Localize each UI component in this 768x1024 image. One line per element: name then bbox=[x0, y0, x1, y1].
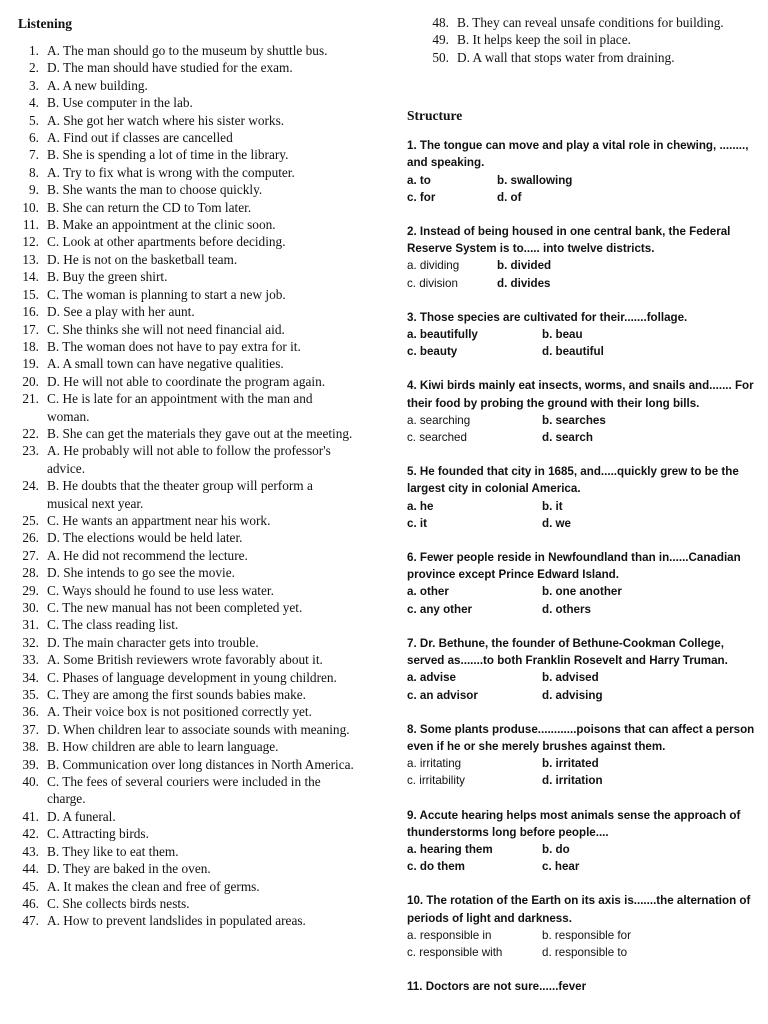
option-d: d. of bbox=[497, 190, 522, 204]
answer-number: 29. bbox=[22, 582, 39, 598]
answer-text: C. They are among the first sounds babies make. bbox=[47, 687, 306, 703]
answer-number: 34. bbox=[22, 669, 39, 685]
answer-number: 23. bbox=[22, 443, 39, 459]
answer-item bbox=[18, 703, 354, 720]
answer-item bbox=[18, 94, 354, 111]
answer-number: 26. bbox=[22, 530, 39, 546]
answer-text: C. Ways should he found to use less water. bbox=[47, 582, 274, 598]
option-c: c. irritability bbox=[407, 774, 465, 788]
answer-number: 33. bbox=[22, 652, 39, 668]
structure-question bbox=[407, 635, 757, 704]
answer-text: A. He did not recommend the lecture. bbox=[47, 547, 248, 563]
question-stem: 5. He founded that city in 1685, and.....quickly grew to be the largest city in colonial America. bbox=[407, 465, 739, 496]
answer-text: C. The new manual has not been completed yet. bbox=[47, 600, 303, 615]
answer-text: C. The class reading list. bbox=[47, 617, 179, 633]
answer-text: A. Find out if classes are cancelled bbox=[47, 130, 233, 146]
answer-number: 50. bbox=[432, 49, 449, 65]
answer-number: 12. bbox=[22, 234, 39, 250]
option-a: a. irritating bbox=[407, 757, 462, 771]
answer-item bbox=[18, 303, 354, 320]
answer-number: 6. bbox=[29, 130, 39, 146]
answer-item bbox=[18, 878, 354, 895]
option-b: b. divided bbox=[497, 259, 552, 273]
answer-text: D. She intends to go see the movie. bbox=[47, 565, 235, 581]
answer-number: 2. bbox=[29, 60, 39, 76]
answer-item bbox=[18, 860, 354, 877]
answer-number: 14. bbox=[22, 269, 39, 285]
answer-item bbox=[18, 773, 354, 808]
answer-item bbox=[18, 582, 354, 599]
option-a: a. beautifully bbox=[407, 328, 478, 342]
answer-text: D. The man should have studied for the exam. bbox=[47, 60, 293, 76]
answer-item bbox=[18, 321, 354, 338]
answer-item bbox=[18, 529, 354, 546]
answer-number: 47. bbox=[22, 913, 39, 929]
answer-number: 31. bbox=[22, 617, 39, 633]
answer-text: D. See a play with her aunt. bbox=[47, 304, 195, 320]
structure-question bbox=[407, 549, 757, 618]
structure-question bbox=[407, 807, 757, 876]
structure-question bbox=[407, 721, 757, 790]
answer-number: 25. bbox=[22, 512, 39, 528]
answer-options bbox=[407, 583, 757, 617]
structure-heading: Structure bbox=[407, 108, 463, 124]
answer-number: 41. bbox=[22, 808, 39, 824]
answer-text: A. A small town can have negative qualities. bbox=[47, 356, 284, 372]
option-d: d. responsible to bbox=[542, 945, 628, 959]
option-a: a. to bbox=[407, 173, 431, 187]
answer-item bbox=[429, 14, 757, 31]
option-a: a. advise bbox=[407, 671, 456, 685]
answer-options bbox=[407, 412, 757, 446]
answer-options bbox=[407, 927, 757, 961]
answer-item bbox=[18, 42, 354, 59]
answer-item bbox=[18, 251, 354, 268]
answer-number: 49. bbox=[432, 32, 449, 48]
answer-options bbox=[407, 755, 757, 789]
answer-number: 45. bbox=[22, 878, 39, 894]
answer-number: 30. bbox=[22, 600, 39, 615]
answer-text: B. She is spending a lot of time in the library. bbox=[47, 147, 289, 163]
structure-question bbox=[407, 892, 757, 961]
answer-number: 32. bbox=[22, 634, 39, 650]
answer-number: 28. bbox=[22, 565, 39, 581]
answer-text: A. A new building. bbox=[47, 77, 148, 93]
option-b: b. it bbox=[542, 499, 563, 513]
answer-text: A. Their voice box is not positioned correctly yet. bbox=[47, 704, 312, 720]
answer-item bbox=[18, 59, 354, 76]
structure-question bbox=[407, 463, 757, 532]
question-stem: 4. Kiwi birds mainly eat insects, worms, and snails and....... For their food by probing the ground with their long bills. bbox=[407, 379, 754, 410]
answer-item bbox=[18, 233, 354, 250]
question-stem: 9. Accute hearing helps most animals sense the approach of thunderstorms long before people.... bbox=[407, 808, 741, 839]
answer-text: C. Look at other apartments before deciding. bbox=[47, 234, 286, 250]
option-d: d. we bbox=[542, 516, 571, 530]
option-b: b. searches bbox=[542, 413, 606, 427]
option-b: b. do bbox=[542, 842, 570, 856]
structure-question bbox=[407, 309, 757, 361]
answer-options bbox=[407, 257, 757, 291]
option-b: b. one another bbox=[542, 585, 622, 599]
answer-item bbox=[18, 721, 354, 738]
answer-item bbox=[18, 825, 354, 842]
option-a: a. he bbox=[407, 499, 434, 513]
answer-number: 15. bbox=[22, 286, 39, 302]
answer-text: A. She got her watch where his sister works. bbox=[47, 112, 285, 128]
option-d: d. advising bbox=[542, 688, 603, 702]
answer-item bbox=[18, 164, 354, 181]
answer-item bbox=[18, 77, 354, 94]
option-d: d. beautiful bbox=[542, 345, 604, 359]
answer-item bbox=[18, 912, 354, 929]
answer-number: 46. bbox=[22, 895, 39, 911]
answer-item bbox=[18, 146, 354, 163]
option-c: c. division bbox=[407, 276, 458, 290]
answer-text: B. The woman does not have to pay extra for it. bbox=[47, 338, 301, 354]
answer-number: 42. bbox=[22, 826, 39, 842]
option-d: d. search bbox=[542, 431, 593, 445]
answer-number: 1. bbox=[29, 43, 39, 58]
answer-options bbox=[407, 172, 757, 206]
option-a: a. responsible in bbox=[407, 928, 492, 942]
answer-text: D. The main character gets into trouble. bbox=[47, 634, 259, 650]
answer-text: B. It helps keep the soil in place. bbox=[457, 32, 631, 48]
answer-item bbox=[18, 738, 354, 755]
option-d: d. irritation bbox=[542, 774, 603, 788]
question-stem: 6. Fewer people reside in Newfoundland than in......Canadian province except Prince Edward Island. bbox=[407, 551, 741, 582]
question-stem: 7. Dr. Bethune, the founder of Bethune-Cookman College, served as.......to both Franklin Rosevelt and Harry Truman. bbox=[407, 636, 728, 668]
answer-item bbox=[18, 512, 354, 529]
answer-number: 36. bbox=[22, 704, 39, 720]
question-stem: 2. Instead of being housed in one central bank, the Federal Reserve System is to..... into twelve districts. bbox=[407, 225, 731, 256]
answer-text: B. They like to eat them. bbox=[47, 843, 179, 859]
question-stem: 3. Those species are cultivated for their.......follage. bbox=[407, 310, 688, 324]
answer-number: 18. bbox=[22, 338, 39, 354]
answer-item bbox=[18, 216, 354, 233]
answer-text: B. He doubts that the theater group will perform a musical next year. bbox=[47, 478, 313, 511]
answer-text: C. Attracting birds. bbox=[47, 826, 149, 842]
answer-text: D. A funeral. bbox=[47, 808, 116, 824]
answer-number: 40. bbox=[22, 774, 39, 790]
answer-number: 17. bbox=[22, 321, 39, 337]
answer-item bbox=[18, 843, 354, 860]
structure-question bbox=[407, 978, 757, 995]
answer-item bbox=[18, 181, 354, 198]
option-a: a. hearing them bbox=[407, 842, 493, 856]
answer-text: B. Communication over long distances in North America. bbox=[47, 756, 354, 772]
answer-number: 27. bbox=[22, 547, 39, 563]
answer-item bbox=[18, 112, 354, 129]
option-c: c. an advisor bbox=[407, 688, 478, 702]
answer-number: 9. bbox=[29, 182, 39, 198]
answer-number: 7. bbox=[29, 147, 39, 163]
answer-number: 22. bbox=[22, 425, 39, 441]
answer-item bbox=[18, 477, 354, 512]
answer-text: C. The fees of several couriers were included in the charge. bbox=[47, 774, 321, 807]
answer-number: 13. bbox=[22, 251, 39, 267]
answer-item bbox=[18, 129, 354, 146]
option-b: b. responsible for bbox=[542, 928, 631, 942]
answer-text: C. He is late for an appointment with the man and woman. bbox=[47, 391, 313, 424]
answer-number: 11. bbox=[22, 217, 39, 233]
option-b: b. swallowing bbox=[497, 173, 573, 187]
answer-text: B. She can get the materials they gave out at the meeting. bbox=[47, 425, 353, 441]
answer-text: B. Use computer in the lab. bbox=[47, 95, 193, 111]
option-b: b. irritated bbox=[542, 757, 599, 771]
option-c: c. for bbox=[407, 190, 436, 204]
answer-number: 43. bbox=[22, 843, 39, 859]
answer-item bbox=[18, 355, 354, 372]
answer-item bbox=[18, 338, 354, 355]
answer-item bbox=[18, 599, 354, 616]
answer-number: 4. bbox=[29, 95, 39, 111]
structure-question bbox=[407, 137, 757, 206]
option-a: a. dividing bbox=[407, 259, 460, 273]
listening-heading: Listening bbox=[18, 16, 73, 31]
option-b: b. beau bbox=[542, 328, 583, 342]
answer-text: B. How children are able to learn language. bbox=[47, 739, 279, 755]
answer-number: 20. bbox=[22, 373, 39, 389]
answer-number: 44. bbox=[22, 861, 39, 877]
answer-text: A. How to prevent landslides in populated areas. bbox=[47, 913, 306, 929]
answer-item bbox=[18, 669, 354, 686]
answer-item bbox=[18, 547, 354, 564]
answer-text: D. He will not able to coordinate the program again. bbox=[47, 373, 326, 389]
answer-text: C. Phases of language development in young children. bbox=[47, 669, 337, 685]
answer-text: D. When children lear to associate sounds with meaning. bbox=[47, 721, 350, 737]
answer-text: A. It makes the clean and free of germs. bbox=[47, 878, 260, 894]
answer-item bbox=[18, 686, 354, 703]
answer-number: 24. bbox=[22, 478, 39, 494]
answer-item bbox=[18, 268, 354, 285]
structure-question bbox=[407, 377, 757, 446]
structure-question bbox=[407, 223, 757, 292]
option-c: c. it bbox=[407, 516, 427, 530]
answer-item bbox=[18, 808, 354, 825]
answer-item bbox=[18, 373, 354, 390]
answer-item bbox=[18, 634, 354, 651]
answer-item bbox=[429, 49, 757, 66]
answer-number: 5. bbox=[29, 112, 39, 128]
question-stem: 11. Doctors are not sure......fever bbox=[407, 980, 587, 994]
answer-item bbox=[18, 425, 354, 442]
answer-item bbox=[18, 286, 354, 303]
answer-item bbox=[429, 31, 757, 48]
answer-options bbox=[407, 326, 757, 360]
answer-text: B. She can return the CD to Tom later. bbox=[47, 199, 252, 215]
answer-item bbox=[18, 442, 354, 477]
answer-text: A. Some British reviewers wrote favorably about it. bbox=[47, 652, 323, 668]
answer-number: 38. bbox=[22, 739, 39, 755]
option-b: b. advised bbox=[542, 671, 599, 685]
answer-number: 3. bbox=[29, 77, 39, 93]
right-column bbox=[407, 14, 757, 1012]
listening-answer-list-continued bbox=[429, 14, 757, 66]
option-d: c. hear bbox=[542, 860, 580, 874]
question-stem: 10. The rotation of the Earth on its axis is.......the alternation of periods of light and darkness. bbox=[407, 894, 751, 925]
question-stem: 1. The tongue can move and play a vital role in chewing, ........, and speaking. bbox=[407, 139, 749, 170]
answer-item bbox=[18, 616, 354, 633]
answer-text: C. The woman is planning to start a new job. bbox=[47, 286, 286, 302]
listening-section bbox=[18, 14, 354, 930]
listening-answer-list bbox=[18, 42, 354, 930]
answer-number: 37. bbox=[22, 721, 39, 737]
option-c: c. any other bbox=[407, 602, 473, 616]
answer-text: D. They are baked in the oven. bbox=[47, 861, 211, 877]
answer-number: 19. bbox=[22, 356, 39, 372]
answer-item bbox=[18, 564, 354, 581]
option-c: c. responsible with bbox=[407, 945, 503, 959]
answer-text: A. The man should go to the museum by shuttle bus. bbox=[47, 43, 328, 58]
option-a: a. searching bbox=[407, 413, 471, 427]
answer-number: 48. bbox=[432, 15, 449, 30]
answer-text: A. He probably will not able to follow the professor's advice. bbox=[47, 443, 331, 476]
option-d: d. others bbox=[542, 602, 591, 616]
answer-text: B. Make an appointment at the clinic soon. bbox=[47, 217, 276, 233]
answer-options bbox=[407, 841, 757, 875]
option-c: c. searched bbox=[407, 431, 467, 445]
answer-text: C. He wants an appartment near his work. bbox=[47, 512, 271, 528]
answer-text: A. Try to fix what is wrong with the computer. bbox=[47, 164, 295, 180]
answer-options bbox=[407, 669, 757, 703]
answer-number: 21. bbox=[22, 391, 39, 407]
answer-text: D. The elections would be held later. bbox=[47, 530, 243, 546]
answer-number: 10. bbox=[22, 199, 39, 215]
question-stem: 8. Some plants produse............poisons that can affect a person even if he or she merely brushes against them. bbox=[407, 722, 755, 753]
structure-question-list bbox=[407, 137, 757, 995]
answer-text: B. She wants the man to choose quickly. bbox=[47, 182, 263, 198]
answer-text: C. She collects birds nests. bbox=[47, 895, 190, 911]
answer-text: D. A wall that stops water from draining. bbox=[457, 49, 675, 65]
option-c: c. do them bbox=[407, 860, 465, 874]
answer-text: B. Buy the green shirt. bbox=[47, 269, 168, 285]
answer-item bbox=[18, 895, 354, 912]
option-a: a. other bbox=[407, 585, 449, 599]
answer-item bbox=[18, 390, 354, 425]
answer-item bbox=[18, 756, 354, 773]
answer-text: B. They can reveal unsafe conditions for building. bbox=[457, 15, 724, 30]
option-d: d. divides bbox=[497, 276, 551, 290]
answer-number: 35. bbox=[22, 687, 39, 703]
answer-options bbox=[407, 498, 757, 532]
option-c: c. beauty bbox=[407, 345, 458, 359]
answer-number: 8. bbox=[29, 164, 39, 180]
answer-text: D. He is not on the basketball team. bbox=[47, 251, 238, 267]
answer-number: 16. bbox=[22, 304, 39, 320]
answer-item bbox=[18, 651, 354, 668]
answer-number: 39. bbox=[22, 756, 39, 772]
answer-item bbox=[18, 199, 354, 216]
answer-text: C. She thinks she will not need financial aid. bbox=[47, 321, 285, 337]
